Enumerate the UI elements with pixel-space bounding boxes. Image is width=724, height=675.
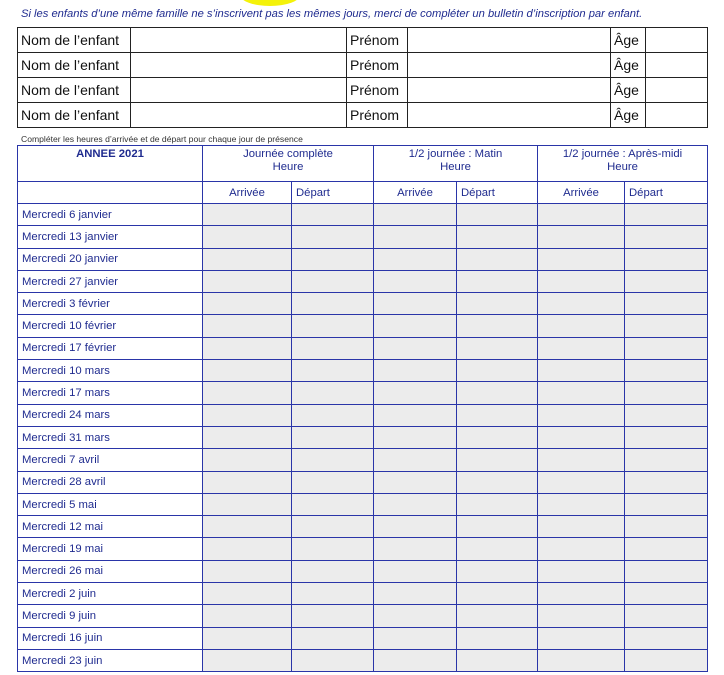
morning-departure-cell[interactable]: [457, 337, 538, 359]
full-day-arrival-cell[interactable]: [203, 337, 292, 359]
schedule-day-row: [18, 583, 708, 605]
afternoon-departure-cell[interactable]: [625, 649, 708, 671]
instructions-note: Compléter les heures d’arrivée et de départ pour chaque jour de présence: [21, 134, 303, 144]
morning-arrival-cell[interactable]: [374, 516, 457, 538]
morning-departure-cell[interactable]: [457, 649, 538, 671]
afternoon-arrival-cell[interactable]: [538, 583, 625, 605]
morning-arrival-cell[interactable]: [374, 293, 457, 315]
arrival-header-full-day: Arrivée: [203, 182, 292, 204]
afternoon-arrival-cell[interactable]: [538, 605, 625, 627]
full-day-departure-cell[interactable]: [292, 516, 374, 538]
afternoon-arrival-cell[interactable]: [538, 293, 625, 315]
schedule-day-row: [18, 360, 708, 382]
morning-departure-cell[interactable]: [457, 270, 538, 292]
child-name-label: Nom de l’enfant: [18, 78, 131, 103]
afternoon-arrival-cell[interactable]: [538, 493, 625, 515]
full-day-departure-cell[interactable]: [292, 560, 374, 582]
day-label: Mercredi 16 juin: [18, 627, 203, 649]
child-age-field[interactable]: [646, 103, 708, 128]
arrival-header-afternoon: Arrivée: [538, 182, 625, 204]
full-day-departure-cell[interactable]: [292, 382, 374, 404]
afternoon-departure-cell[interactable]: [625, 560, 708, 582]
full-day-arrival-cell[interactable]: [203, 248, 292, 270]
afternoon-arrival-cell[interactable]: [538, 560, 625, 582]
afternoon-departure-cell[interactable]: [625, 293, 708, 315]
schedule-day-row: [18, 315, 708, 337]
full-day-departure-cell[interactable]: [292, 337, 374, 359]
schedule-day-row: [18, 226, 708, 248]
child-firstname-label: Prénom: [347, 78, 408, 103]
schedule-day-row: [18, 493, 708, 515]
child-age-field[interactable]: [646, 78, 708, 103]
day-label: Mercredi 31 mars: [18, 426, 203, 448]
morning-arrival-cell[interactable]: [374, 248, 457, 270]
full-day-departure-cell[interactable]: [292, 471, 374, 493]
afternoon-departure-cell[interactable]: [625, 248, 708, 270]
day-label: Mercredi 17 février: [18, 337, 203, 359]
full-day-departure-cell[interactable]: [292, 426, 374, 448]
morning-departure-cell[interactable]: [457, 315, 538, 337]
full-day-departure-cell[interactable]: [292, 449, 374, 471]
afternoon-departure-cell[interactable]: [625, 583, 708, 605]
day-label: Mercredi 10 février: [18, 315, 203, 337]
day-label: Mercredi 24 mars: [18, 404, 203, 426]
child-firstname-label: Prénom: [347, 53, 408, 78]
departure-header-full-day: Départ: [292, 182, 374, 204]
afternoon-departure-cell[interactable]: [625, 382, 708, 404]
afternoon-departure-cell[interactable]: [625, 605, 708, 627]
morning-arrival-cell[interactable]: [374, 627, 457, 649]
full-day-arrival-cell[interactable]: [203, 404, 292, 426]
afternoon-arrival-cell[interactable]: [538, 270, 625, 292]
schedule-day-row: [18, 248, 708, 270]
child-age-field[interactable]: [646, 53, 708, 78]
group-header-afternoon: 1/2 journée : Après-midi Heure: [538, 146, 708, 182]
afternoon-departure-cell[interactable]: [625, 426, 708, 448]
child-firstname-field[interactable]: [408, 53, 611, 78]
child-name-label: Nom de l’enfant: [18, 103, 131, 128]
child-firstname-field[interactable]: [408, 78, 611, 103]
child-firstname-field[interactable]: [408, 103, 611, 128]
departure-header-morning: Départ: [457, 182, 538, 204]
morning-arrival-cell[interactable]: [374, 315, 457, 337]
morning-departure-cell[interactable]: [457, 226, 538, 248]
year-header: ANNEE 2021: [18, 146, 203, 182]
schedule-day-row: [18, 449, 708, 471]
intro-text: Si les enfants d’une même famille ne s’inscrivent pas les mêmes jours, merci de compléter un bulletin d’inscription par enfant.: [21, 8, 643, 20]
afternoon-arrival-cell[interactable]: [538, 360, 625, 382]
child-firstname-field[interactable]: [408, 28, 611, 53]
afternoon-departure-cell[interactable]: [625, 337, 708, 359]
morning-departure-cell[interactable]: [457, 449, 538, 471]
child-name-field[interactable]: [131, 103, 347, 128]
morning-arrival-cell[interactable]: [374, 560, 457, 582]
schedule-day-row: [18, 270, 708, 292]
full-day-arrival-cell[interactable]: [203, 360, 292, 382]
schedule-table: [17, 145, 708, 672]
afternoon-arrival-cell[interactable]: [538, 315, 625, 337]
morning-departure-cell[interactable]: [457, 583, 538, 605]
afternoon-departure-cell[interactable]: [625, 315, 708, 337]
morning-departure-cell[interactable]: [457, 204, 538, 226]
morning-departure-cell[interactable]: [457, 516, 538, 538]
day-label: Mercredi 17 mars: [18, 382, 203, 404]
day-label: Mercredi 12 mai: [18, 516, 203, 538]
child-age-label: Âge: [611, 28, 646, 53]
morning-departure-cell[interactable]: [457, 248, 538, 270]
morning-departure-cell[interactable]: [457, 426, 538, 448]
morning-arrival-cell[interactable]: [374, 649, 457, 671]
child-name-label: Nom de l’enfant: [18, 53, 131, 78]
full-day-departure-cell[interactable]: [292, 649, 374, 671]
full-day-arrival-cell[interactable]: [203, 538, 292, 560]
day-label: Mercredi 2 juin: [18, 583, 203, 605]
full-day-arrival-cell[interactable]: [203, 449, 292, 471]
full-day-arrival-cell[interactable]: [203, 270, 292, 292]
full-day-arrival-cell[interactable]: [203, 493, 292, 515]
day-label: Mercredi 5 mai: [18, 493, 203, 515]
full-day-departure-cell[interactable]: [292, 360, 374, 382]
day-label: Mercredi 3 février: [18, 293, 203, 315]
child-row: [18, 53, 708, 78]
morning-arrival-cell[interactable]: [374, 270, 457, 292]
children-form-table: [17, 27, 708, 128]
morning-departure-cell[interactable]: [457, 560, 538, 582]
child-row: [18, 103, 708, 128]
child-name-field[interactable]: [131, 53, 347, 78]
morning-arrival-cell[interactable]: [374, 426, 457, 448]
schedule-day-row: [18, 471, 708, 493]
morning-arrival-cell[interactable]: [374, 605, 457, 627]
child-firstname-label: Prénom: [347, 28, 408, 53]
morning-arrival-cell[interactable]: [374, 493, 457, 515]
afternoon-arrival-cell[interactable]: [538, 248, 625, 270]
morning-departure-cell[interactable]: [457, 471, 538, 493]
child-row: [18, 28, 708, 53]
schedule-day-row: [18, 426, 708, 448]
schedule-day-row: [18, 516, 708, 538]
group-header-full-day: Journée complète Heure: [203, 146, 374, 182]
schedule-subheader-row: [18, 182, 708, 204]
schedule-day-row: [18, 293, 708, 315]
full-day-departure-cell[interactable]: [292, 270, 374, 292]
morning-departure-cell[interactable]: [457, 382, 538, 404]
day-label: Mercredi 19 mai: [18, 538, 203, 560]
full-day-departure-cell[interactable]: [292, 627, 374, 649]
full-day-departure-cell[interactable]: [292, 583, 374, 605]
afternoon-departure-cell[interactable]: [625, 627, 708, 649]
full-day-departure-cell[interactable]: [292, 204, 374, 226]
full-day-departure-cell[interactable]: [292, 605, 374, 627]
schedule-day-row: [18, 204, 708, 226]
full-day-arrival-cell[interactable]: [203, 560, 292, 582]
afternoon-departure-cell[interactable]: [625, 516, 708, 538]
child-age-field[interactable]: [646, 28, 708, 53]
day-label: Mercredi 13 janvier: [18, 226, 203, 248]
afternoon-departure-cell[interactable]: [625, 204, 708, 226]
afternoon-arrival-cell[interactable]: [538, 382, 625, 404]
morning-arrival-cell[interactable]: [374, 204, 457, 226]
subheader-empty-cell: [18, 182, 203, 204]
full-day-arrival-cell[interactable]: [203, 605, 292, 627]
schedule-day-row: [18, 627, 708, 649]
full-day-departure-cell[interactable]: [292, 404, 374, 426]
full-day-arrival-cell[interactable]: [203, 516, 292, 538]
day-label: Mercredi 10 mars: [18, 360, 203, 382]
morning-arrival-cell[interactable]: [374, 583, 457, 605]
day-label: Mercredi 28 avril: [18, 471, 203, 493]
schedule-day-row: [18, 404, 708, 426]
full-day-arrival-cell[interactable]: [203, 293, 292, 315]
afternoon-departure-cell[interactable]: [625, 449, 708, 471]
full-day-departure-cell[interactable]: [292, 493, 374, 515]
morning-arrival-cell[interactable]: [374, 471, 457, 493]
day-label: Mercredi 6 janvier: [18, 204, 203, 226]
afternoon-arrival-cell[interactable]: [538, 404, 625, 426]
morning-arrival-cell[interactable]: [374, 226, 457, 248]
full-day-arrival-cell[interactable]: [203, 382, 292, 404]
morning-departure-cell[interactable]: [457, 293, 538, 315]
afternoon-arrival-cell[interactable]: [538, 449, 625, 471]
afternoon-departure-cell[interactable]: [625, 538, 708, 560]
group-header-morning: 1/2 journée : Matin Heure: [374, 146, 538, 182]
full-day-departure-cell[interactable]: [292, 293, 374, 315]
afternoon-departure-cell[interactable]: [625, 404, 708, 426]
departure-header-afternoon: Départ: [625, 182, 708, 204]
day-label: Mercredi 9 juin: [18, 605, 203, 627]
full-day-departure-cell[interactable]: [292, 538, 374, 560]
child-firstname-label: Prénom: [347, 103, 408, 128]
afternoon-departure-cell[interactable]: [625, 471, 708, 493]
yellow-decoration: [240, 0, 300, 6]
schedule-day-row: [18, 538, 708, 560]
afternoon-departure-cell[interactable]: [625, 493, 708, 515]
full-day-arrival-cell[interactable]: [203, 649, 292, 671]
full-day-departure-cell[interactable]: [292, 226, 374, 248]
child-age-label: Âge: [611, 53, 646, 78]
afternoon-departure-cell[interactable]: [625, 270, 708, 292]
full-day-arrival-cell[interactable]: [203, 204, 292, 226]
afternoon-departure-cell[interactable]: [625, 226, 708, 248]
afternoon-arrival-cell[interactable]: [538, 649, 625, 671]
morning-arrival-cell[interactable]: [374, 404, 457, 426]
schedule-day-row: [18, 649, 708, 671]
morning-departure-cell[interactable]: [457, 493, 538, 515]
afternoon-arrival-cell[interactable]: [538, 204, 625, 226]
schedule-header-row: [18, 146, 708, 182]
day-label: Mercredi 23 juin: [18, 649, 203, 671]
afternoon-arrival-cell[interactable]: [538, 538, 625, 560]
morning-departure-cell[interactable]: [457, 605, 538, 627]
day-label: Mercredi 7 avril: [18, 449, 203, 471]
child-name-label: Nom de l’enfant: [18, 28, 131, 53]
morning-departure-cell[interactable]: [457, 404, 538, 426]
schedule-day-row: [18, 560, 708, 582]
full-day-arrival-cell[interactable]: [203, 583, 292, 605]
full-day-departure-cell[interactable]: [292, 248, 374, 270]
arrival-header-morning: Arrivée: [374, 182, 457, 204]
child-age-label: Âge: [611, 78, 646, 103]
afternoon-arrival-cell[interactable]: [538, 426, 625, 448]
afternoon-arrival-cell[interactable]: [538, 471, 625, 493]
morning-departure-cell[interactable]: [457, 627, 538, 649]
day-label: Mercredi 20 janvier: [18, 248, 203, 270]
child-name-field[interactable]: [131, 78, 347, 103]
full-day-arrival-cell[interactable]: [203, 226, 292, 248]
morning-arrival-cell[interactable]: [374, 337, 457, 359]
morning-arrival-cell[interactable]: [374, 360, 457, 382]
child-row: [18, 78, 708, 103]
full-day-arrival-cell[interactable]: [203, 315, 292, 337]
child-name-field[interactable]: [131, 28, 347, 53]
full-day-arrival-cell[interactable]: [203, 426, 292, 448]
schedule-day-row: [18, 382, 708, 404]
morning-arrival-cell[interactable]: [374, 538, 457, 560]
morning-departure-cell[interactable]: [457, 360, 538, 382]
afternoon-arrival-cell[interactable]: [538, 516, 625, 538]
full-day-departure-cell[interactable]: [292, 315, 374, 337]
morning-arrival-cell[interactable]: [374, 449, 457, 471]
day-label: Mercredi 26 mai: [18, 560, 203, 582]
morning-departure-cell[interactable]: [457, 538, 538, 560]
afternoon-arrival-cell[interactable]: [538, 226, 625, 248]
afternoon-arrival-cell[interactable]: [538, 627, 625, 649]
full-day-arrival-cell[interactable]: [203, 471, 292, 493]
morning-arrival-cell[interactable]: [374, 382, 457, 404]
child-age-label: Âge: [611, 103, 646, 128]
afternoon-departure-cell[interactable]: [625, 360, 708, 382]
day-label: Mercredi 27 janvier: [18, 270, 203, 292]
full-day-arrival-cell[interactable]: [203, 627, 292, 649]
schedule-day-row: [18, 605, 708, 627]
schedule-day-row: [18, 337, 708, 359]
afternoon-arrival-cell[interactable]: [538, 337, 625, 359]
